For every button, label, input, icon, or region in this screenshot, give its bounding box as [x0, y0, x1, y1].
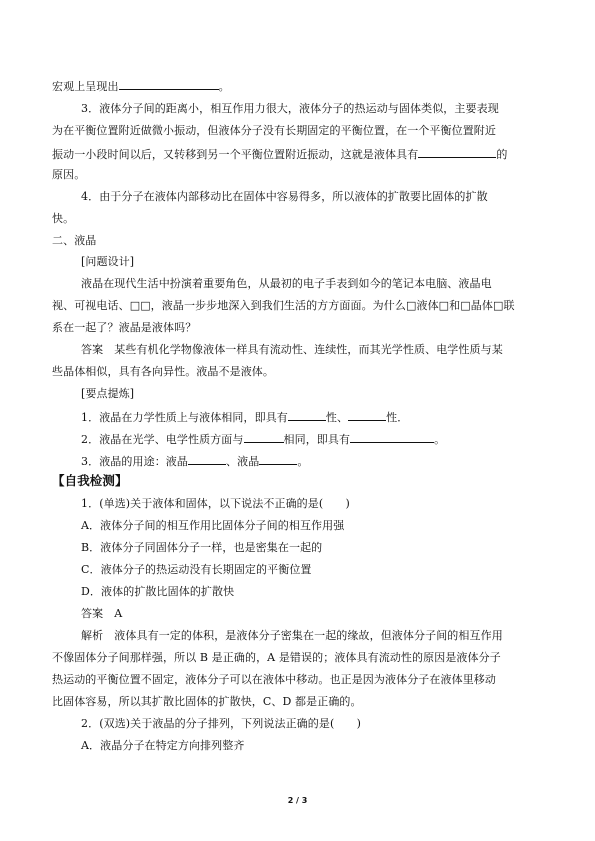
text-line: 3．液体分子间的距离小，相互作用力很大，液体分子的热运动与固体类似，主要表现: [81, 102, 499, 115]
answer-blank: [288, 409, 326, 421]
answer-blank: [188, 453, 226, 465]
option-a: A．液体分子间的相互作用比固体分子间的相互作用强: [81, 519, 345, 532]
text-line: 原因。: [52, 168, 86, 181]
answer-blank: [244, 431, 284, 443]
answer-blank: [259, 453, 297, 465]
text-line: 热运动的平衡位置不固定，液体分子可以在液体中移动。也正是因为液体分子在液体里移动: [52, 673, 496, 686]
text-span: 宏观上呈现出: [52, 80, 119, 93]
subsection-label: [问题设计]: [81, 255, 135, 268]
text-span: 。: [297, 455, 309, 468]
text-span: 性．: [386, 411, 409, 424]
text-line: 为在平衡位置附近做微小振动，但液体分子没有长期固定的平衡位置，在一个平衡位置附近: [52, 124, 496, 137]
text-line: 比固体容易，所以其扩散比固体的扩散快，C、D 都是正确的。: [52, 695, 362, 708]
subsection-label: [要点提炼]: [81, 387, 135, 400]
page-number: 2 / 3: [287, 796, 308, 805]
text-span: 振动一小段时间以后，又转移到另一个平衡位置附近振动，这就是液体具有: [52, 148, 419, 161]
self-check-heading: 【自我检测】: [52, 473, 128, 488]
option-d: D．液体的扩散比固体的扩散快: [81, 585, 235, 598]
answer-blank: [418, 146, 496, 158]
text-line: 快。: [52, 212, 75, 225]
question-2: 2．(双选)关于液晶的分子排列，下列说法正确的是( ): [81, 717, 361, 730]
text-span: 性、: [325, 411, 349, 424]
text-line: 视、可视电话、□□，液晶一步步地深入到我们生活的方方面面。为什么□液体□和□晶体□联: [52, 299, 515, 312]
option-a: A．液晶分子在特定方向排列整齐: [81, 739, 245, 752]
question-1: 1．(单选)关于液体和固体，以下说法不正确的是( ): [81, 497, 350, 510]
text-line: 些晶体相似，具有各向异性。液晶不是液体。: [52, 365, 274, 378]
analysis-line: 解析 液体具有一定的体积，是液体分子密集在一起的缘故，但液体分子间的相互作用: [81, 629, 503, 642]
text-line: [81, 453, 308, 469]
text-line: [81, 409, 408, 425]
text-line: 不像固体分子间那样强，所以 B 是正确的，A 是错误的；液体具有流动性的原因是液体分子: [52, 651, 501, 664]
text-line: [81, 431, 445, 447]
text-line: 4．由于分子在液体内部移动比在固体中容易得多，所以液体的扩散要比固体的扩散: [81, 190, 488, 203]
option-c: C．液体分子的热运动没有长期固定的平衡位置: [81, 563, 312, 576]
text-span: 2．液晶在光学、电学性质方面与: [81, 433, 244, 446]
text-span: 。: [218, 80, 230, 93]
text-span: 1．液晶在力学性质上与液体相同，即具有: [81, 411, 288, 424]
answer-blank: [350, 431, 434, 443]
text-line: 系在一起了？液晶是液体吗？: [52, 321, 197, 334]
text-span: 相同，即具有: [283, 433, 351, 446]
option-b: B．液体分子同固体分子一样，也是密集在一起的: [81, 541, 323, 554]
text-line: 液晶在现代生活中扮演着重要角色，从最初的电子手表到如今的笔记本电脑、液晶电: [81, 277, 492, 290]
text-span: 3．液晶的用途：液晶: [81, 455, 188, 468]
text-span: 、液晶: [226, 455, 260, 468]
text-line: [52, 146, 507, 162]
text-span: 的: [496, 148, 508, 161]
section-heading: 二、液晶: [52, 234, 97, 247]
answer-blank: [348, 409, 386, 421]
text-line: [52, 78, 230, 94]
text-span: 。: [434, 433, 446, 446]
answer-line: 答案 某些有机化学物像液体一样具有流动性、连续性，而其光学性质、电学性质与某: [81, 343, 503, 356]
answer-line: 答案 A: [81, 607, 123, 620]
answer-blank: [119, 78, 219, 90]
